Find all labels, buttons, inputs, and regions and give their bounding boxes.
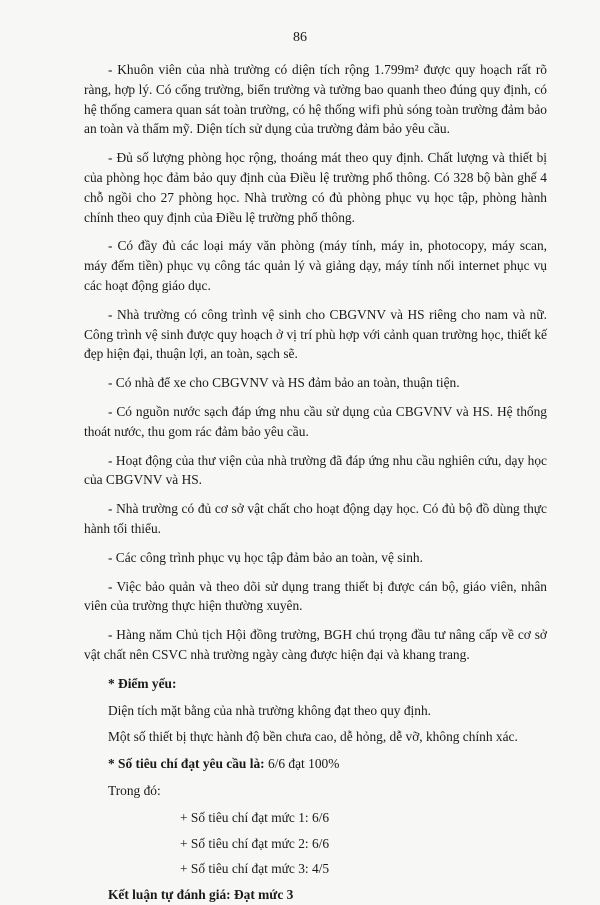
weakness-item: Diện tích mặt bằng của nhà trường không đạt theo quy định.: [108, 702, 431, 718]
criteria-summary: [84, 754, 547, 774]
weakness-heading: * Điểm yếu:: [108, 675, 177, 691]
criteria-level-item: + Số tiêu chí đạt mức 3: 4/5: [180, 861, 330, 877]
strength-paragraph: - Có đầy đủ các loại máy văn phòng (máy tính, máy in, photocopy, máy scan, máy đếm tiền) phục vụ công tác quản lý và giảng dạy, máy tính nối internet phục vụ các hoạt động giáo dục.: [84, 238, 547, 293]
page-number: 86: [293, 30, 307, 45]
strength-paragraph: - Hàng năm Chủ tịch Hội đồng trường, BGH chú trọng đầu tư nâng cấp về cơ sở vật chất nên CSVC nhà trường ngày càng được hiện đại và khang trang.: [84, 627, 547, 662]
strength-paragraph: - Việc bảo quản và theo dõi sử dụng trang thiết bị được cán bộ, giáo viên, nhân viên của trường thực hiện thường xuyên.: [84, 578, 547, 614]
criteria-intro: Trong đó:: [108, 782, 161, 798]
criteria-level-item: + Số tiêu chí đạt mức 2: 6/6: [180, 835, 330, 851]
strength-paragraph: - Có nguồn nước sạch đáp ứng nhu cầu sử dụng của CBGVNV và HS. Hệ thống thoát nước, thu gom rác đảm bảo yêu cầu.: [84, 403, 547, 439]
page-content: [84, 60, 547, 905]
criteria-label: * Số tiêu chí đạt yêu cầu là:: [108, 756, 265, 772]
strength-paragraph: - Đủ số lượng phòng học rộng, thoáng mát theo quy định. Chất lượng và thiết bị của phòng học đảm bảo quy định của Điều lệ trường phổ thông. Có 328 bộ bàn ghế 4 chỗ ngồi cho 27 phòng học. Nhà trường có đủ phòng phục vụ học tập, phòng hành chính theo quy định của Điều lệ trường phổ thông.: [84, 150, 547, 225]
criteria-value: 6/6 đạt 100%: [264, 756, 340, 772]
strength-paragraph: - Nhà trường có đủ cơ sở vật chất cho hoạt động dạy học. Có đủ bộ đồ dùng thực hành tối thiểu.: [84, 501, 547, 536]
self-assessment-conclusion: Kết luận tự đánh giá: Đạt mức 3: [108, 887, 294, 903]
strength-paragraph: - Các công trình phục vụ học tập đảm bảo an toàn, vệ sinh.: [108, 549, 423, 565]
weakness-item: Một số thiết bị thực hành độ bền chưa cao, dễ hỏng, dễ vỡ, không chính xác.: [108, 729, 518, 745]
strength-paragraph: - Hoạt động của thư viện của nhà trường đã đáp ứng nhu cầu nghiên cứu, dạy học của CBGVNV và HS.: [84, 452, 547, 488]
strength-paragraph: - Có nhà để xe cho CBGVNV và HS đảm bảo an toàn, thuận tiện.: [108, 375, 460, 391]
criteria-level-item: + Số tiêu chí đạt mức 1: 6/6: [180, 809, 330, 825]
strength-paragraph: - Nhà trường có công trình vệ sinh cho CBGVNV và HS riêng cho nam và nữ. Công trình vệ sinh được quy hoạch ở vị trí phù hợp với cảnh quan trường học, thiết kế đẹp hiện đại, thuận lợi, an toàn, sạch sẽ.: [84, 306, 547, 362]
strength-paragraph: - Khuôn viên của nhà trường có diện tích rộng 1.799m² được quy hoạch rất rõ ràng, hợp lý. Có cổng trường, biển trường và tường bao quanh theo đúng quy định, có hệ thống camera quan sát toàn trường, có hệ thống wifi phủ sóng toàn trường đảm bảo an toàn và thẩm mỹ. Diện tích sử dụng của trường đảm bảo yêu cầu.: [84, 62, 547, 137]
